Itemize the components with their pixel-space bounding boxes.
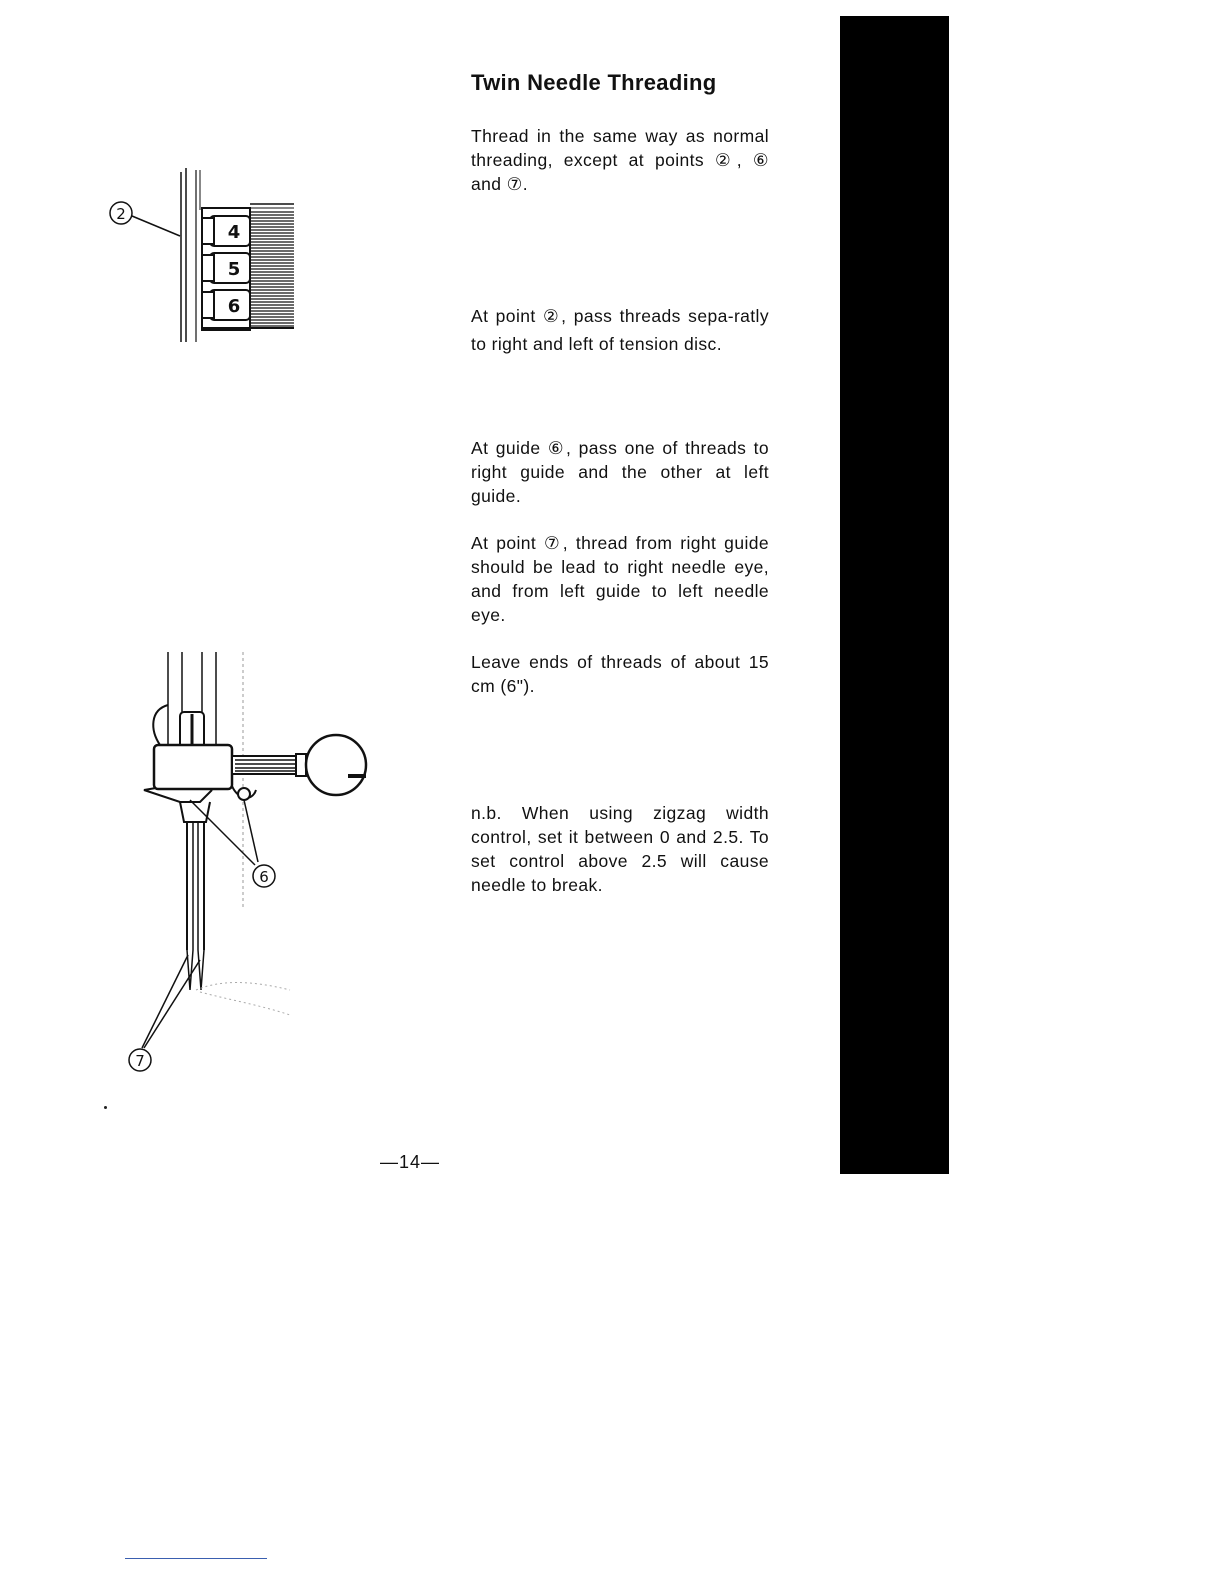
page-number: —14— — [380, 1152, 441, 1172]
paragraph-point-7: At point ⑦, thread from right guide should be lead to right needle eye, and from left guide to left needle eye. — [471, 533, 769, 625]
bottom-rule — [125, 1558, 267, 1559]
black-edge-tab — [840, 16, 949, 1174]
twin-needle-illustration — [120, 650, 380, 1080]
callout-7-label: 7 — [135, 1052, 145, 1070]
dial-number-6: 6 — [227, 296, 241, 317]
tension-dial-illustration — [100, 160, 300, 350]
paragraph-guide-6: At guide ⑥, pass one of threads to right guide and the other at left guide. — [471, 438, 769, 506]
stray-mark — [104, 1106, 107, 1109]
callout-2-label: 2 — [116, 205, 126, 223]
section-title: Twin Needle Threading — [471, 70, 717, 95]
dial-number-5: 5 — [227, 259, 241, 280]
paragraph-thread-ends: Leave ends of threads of about 15 cm (6"). — [471, 652, 769, 696]
dial-ribbing — [250, 210, 294, 328]
callout-6-label: 6 — [259, 868, 269, 886]
paragraph-note: n.b. When using zigzag width control, set it between 0 and 2.5. To set control above 2.5 will cause needle to break. — [471, 803, 769, 895]
paragraph-intro: Thread in the same way as normal threading, except at points ②, ⑥ and ⑦. — [471, 126, 769, 194]
paragraph-point-2: At point ②, pass threads sepa-ratly to right and left of tension disc. — [471, 306, 769, 354]
dial-number-4: 4 — [227, 222, 241, 243]
